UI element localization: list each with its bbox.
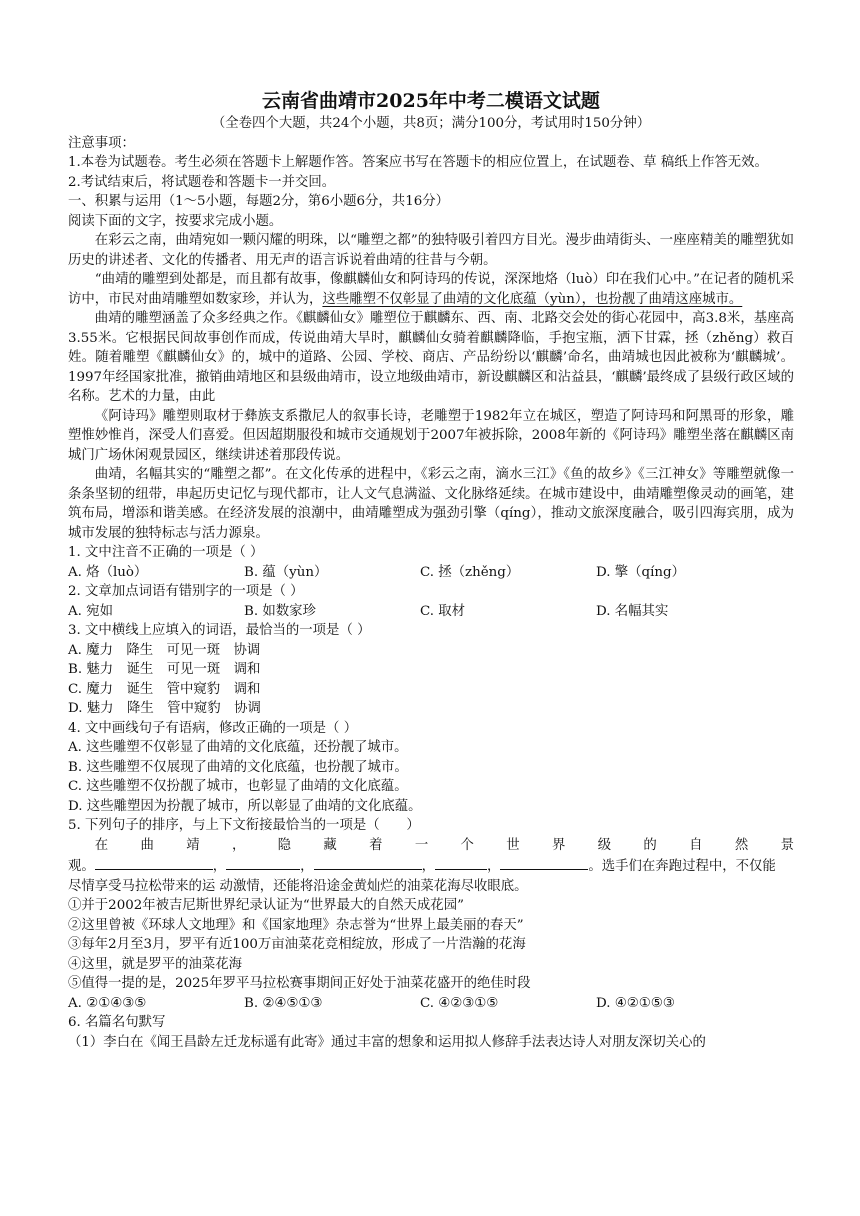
char: 隐: [277, 837, 292, 853]
char: 景: [780, 837, 794, 853]
option-c[interactable]: C. 拯（zhěng）: [420, 564, 520, 580]
blank-line-start: 观。: [68, 859, 95, 874]
char: 在: [94, 837, 109, 853]
question-6-sub-1: （1）李白在《闻王昌龄左迁龙标遥有此寄》通过丰富的想象和运用拟人修辞手法表达诗人对朋友深切关心的: [68, 1034, 706, 1050]
char: 曲: [140, 837, 154, 853]
question-5-blank-line: 观。 ， ， ， ， 。选手们在奔跑过程中，不仅能: [68, 855, 794, 877]
reading-instruction: 阅读下面的文字，按要求完成小题。: [68, 213, 283, 229]
char: 然: [734, 837, 749, 853]
question-4-stem: 4. 文中画线句子有语病，修改正确的一项是（ ）: [68, 720, 358, 736]
option-d[interactable]: D. 魅力 降生 管中窥豹 协调: [68, 701, 261, 716]
option-c[interactable]: C. 这些雕塑不仅扮靓了城市，也彰显了曲靖的文化底蕴。: [68, 779, 408, 794]
blank-line-end: 。选手们在奔跑过程中，不仅能: [588, 859, 776, 874]
char: 个: [460, 837, 474, 853]
question-5-continuation: 尽情享受马拉松带来的运 动激情，还能将沿途金黄灿烂的油菜花海尽收眼底。: [68, 878, 528, 894]
char: 靖: [186, 837, 200, 853]
question-5-lead-sentence: [68, 836, 794, 856]
question-1-options: [68, 563, 794, 583]
passage-paragraph-4: 《阿诗玛》雕塑则取材于彝族支系撒尼人的叙事长诗，老雕塑于1982年立在城区，塑造了阿诗玛和阿黑哥的形象，雕塑惟妙惟肖，深受人们喜爱。但因超期服役和城市交通规划于2007年被拆除，2008年新的《阿诗玛》雕塑坐落在麒麟区南城门广场休闲观景园区，继续讲述着那段传说。: [68, 408, 794, 463]
option-c[interactable]: C. 魔力 诞生 管中窥豹 调和: [68, 681, 261, 697]
sentence-item-5: ⑤值得一提的是，2025年罗平马拉松赛事期间正好处于油菜花盛开的绝佳时段: [68, 976, 531, 991]
char: 级: [597, 837, 612, 853]
sentence-item-3: ③每年2月至3月，罗平有近100万亩油菜花竞相绽放，形成了一片浩瀚的花海: [68, 937, 526, 952]
page-subtitle: （全卷四个大题，共24个小题，共8页；满分100分，考试用时150分钟）: [211, 116, 651, 131]
option-d[interactable]: D. 擎（qíng）: [596, 564, 685, 580]
option-a[interactable]: A. 魔力 降生 可见一斑 协调: [68, 642, 261, 658]
question-5-options: [68, 994, 794, 1014]
notice-heading: 注意事项：: [68, 135, 135, 151]
char: 世: [506, 837, 520, 853]
option-a[interactable]: A. 宛如: [68, 603, 113, 619]
passage-paragraph-1: 在彩云之南，曲靖宛如一颗闪耀的明珠，以“雕塑之都”的独特吸引着四方目光。漫步曲靖街头、一座座精美的雕塑犹如历史的讲述者、文化的传播者、用无声的语言诉说着曲靖的往昔与今朝。: [68, 233, 794, 268]
option-b[interactable]: B. 魅力 诞生 可见一斑 调和: [68, 662, 261, 677]
char: 一: [414, 837, 429, 853]
option-a[interactable]: A. 这些雕塑不仅彰显了曲靖的文化底蕴，还扮靓了城市。: [68, 740, 408, 755]
option-c[interactable]: C. ④②③①⑤: [420, 995, 499, 1011]
question-2-stem: 2. 文章加点词语有错别字的一项是（ ）: [68, 584, 304, 599]
option-a[interactable]: A. 烙（luò）: [68, 564, 148, 580]
option-b[interactable]: B. 如数家珍: [244, 603, 316, 619]
option-b[interactable]: B. ②④⑤①③: [244, 995, 323, 1011]
option-d[interactable]: D. 名幅其实: [596, 603, 669, 619]
question-2-options: [68, 602, 794, 622]
passage-paragraph-2: [68, 270, 794, 309]
sentence-item-4: ④这里，就是罗平的油菜花海: [68, 956, 243, 972]
question-6-stem: 6. 名篇名句默写: [68, 1015, 166, 1030]
sentence-item-2: ②这里曾被《环球人文地理》和《国家地理》杂志誉为“世界上最美丽的春天”: [68, 917, 524, 933]
underlined-sentence: 这些雕塑不仅彰显了曲靖的文化底蕴（yùn），也扮靓了曲靖这座城市。: [322, 291, 743, 307]
sentence-item-1: ①并于2002年被吉尼斯世界纪录认证为“世界最大的自然天成花园”: [68, 898, 464, 913]
question-3-stem: 3. 文中横线上应填入的词语，最恰当的一项是（ ）: [68, 623, 371, 638]
char: ，: [231, 837, 246, 853]
option-b[interactable]: B. 这些雕塑不仅展现了曲靖的文化底蕴，也扮靓了城市。: [68, 759, 408, 775]
char: 藏: [323, 837, 337, 853]
char: 的: [643, 837, 657, 853]
answer-blank[interactable]: [435, 855, 487, 870]
char: 自: [689, 837, 703, 853]
passage-paragraph-3: 曲靖的雕塑涵盖了众多经典之作。《麒麟仙女》雕塑位于麒麟东、西、南、北路交会处的街心花园中，高3.8米，基座高3.55米。它根据民间故事创作而成，传说曲靖大旱时，麒麟仙女骑着麒麟降临，手抱宝瓶，洒下甘霖，拯（zhěng）救百姓。随着雕塑《麒麟仙女》的，城中的道路、公园、学校、商店、产品纷纷以‘麒麟’命名，曲靖城也因此被称为‘麒麟城’。1997年经国家批准，撤销曲靖地区和县级曲靖市，设立地级曲靖市，新设麒麟区和沾益县，‘麒麟’最终成了县级行政区域的名称。艺术的力量，由此: [68, 311, 794, 404]
notice-item-2: 2.考试结束后，将试题卷和答题卡一并交回。: [68, 174, 336, 190]
option-b[interactable]: B. 蕴（yùn）: [244, 564, 328, 580]
passage-paragraph-5: 曲靖，名幅其实的“雕塑之都”。在文化传承的进程中，《彩云之南，滴水三江》《鱼的故乡》《三江神女》等雕塑就像一条条坚韧的纽带，串起历史记忆与现代都市，让人文气息满溢、文化脉络延续。在城市建设中，曲靖雕塑像灵动的画笔，建筑布局，增添和谐美感。在经济发展的浪潮中，曲靖雕塑成为强劲引擎（qíng），推动文旅深度融合，吸引四海宾朋，成为城市发展的独特标志与活力源泉。: [68, 467, 794, 541]
page-title: 云南省曲靖市2025年中考二模语文试题: [262, 90, 600, 112]
option-c[interactable]: C. 取材: [420, 603, 466, 619]
section-heading: 一、积累与运用（1～5小题，每题2分，第6小题6分，共16分）: [68, 194, 450, 209]
char: 界: [551, 837, 566, 853]
option-d[interactable]: D. 这些雕塑因为扮靓了城市，所以彰显了曲靖的文化底蕴。: [68, 798, 422, 814]
notice-item-1: 1.本卷为试题卷。考生必须在答题卡上解题作答。答案应书写在答题卡的相应位置上，在试题卷、草 稿纸上作答无效。: [68, 155, 768, 170]
answer-blank[interactable]: [500, 855, 588, 870]
answer-blank[interactable]: [314, 855, 422, 870]
question-1-stem: 1. 文中注音不正确的一项是（ ）: [68, 545, 264, 560]
char: 着: [369, 837, 383, 853]
answer-blank[interactable]: [95, 855, 213, 870]
passage-paragraph-2-text: “曲靖的雕塑到处都是，而且都有故事，像麒麟仙女和阿诗玛的传说，深深地烙（luò）印在我们心中。”在记者的随机采访中，市民对曲靖雕塑如数家珍，并认为，: [68, 272, 794, 307]
option-a[interactable]: A. ②①④③⑤: [68, 995, 147, 1011]
option-d[interactable]: D. ④②①⑤③: [596, 995, 675, 1011]
answer-blank[interactable]: [226, 855, 300, 870]
question-5-stem: 5. 下列句子的排序，与上下文衔接最恰当的一项是（ ）: [68, 818, 420, 833]
